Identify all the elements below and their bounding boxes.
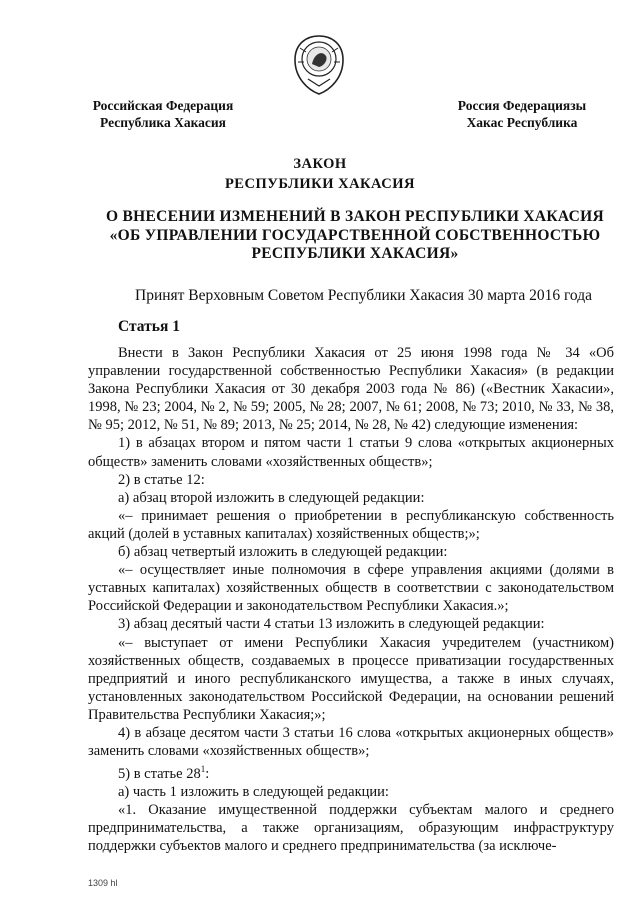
law-title: ЗАКОН bbox=[293, 156, 347, 172]
body-paragraph: б) абзац четвертый изложить в следующей редакции: bbox=[118, 544, 448, 561]
body-paragraph: а) часть 1 изложить в следующей редакции: bbox=[118, 784, 389, 801]
amendment-title bbox=[95, 208, 615, 264]
body-paragraph-article-28 bbox=[88, 760, 614, 783]
body-paragraph: «– выступает от имени Республики Хакасия учредителем (участником) хозяйственных обществ, создаваемых в процессе приватизации государственных предприятий и иного республиканского имущества, а также в иных случаях, установленных законодательством Российской Федерации, на основании решений Правительства Республики Хакасия;»; bbox=[88, 634, 614, 723]
amendment-title-line: РЕСПУБЛИКИ ХАКАСИЯ» bbox=[251, 245, 459, 262]
header-left-republic: Республика Хакасия bbox=[100, 115, 226, 130]
header-left-block bbox=[88, 97, 238, 131]
amendment-title-line: О ВНЕСЕНИИ ИЗМЕНЕНИЙ В ЗАКОН РЕСПУБЛИКИ ХАКАСИЯ bbox=[106, 208, 604, 225]
header-left-country: Российская Федерация bbox=[92, 98, 234, 113]
body-paragraph: 3) абзац десятый части 4 статьи 13 изложить в следующей редакции: bbox=[118, 616, 545, 633]
law-title-republic: РЕСПУБЛИКИ ХАКАСИЯ bbox=[224, 176, 416, 192]
body-paragraph: Внести в Закон Республики Хакасия от 25 июня 1998 года № 34 «Об управлении государственной собственностью Республики Хакасия» (в редакции Закона Республики Хакасия от 30 декабря 2003 года № 86) («Вестник Хакасии», 1998, № 23; 2004, № 2, № 59; 2005, № 28; 2007, № 61; 2008, № 73; 2010, № 33, № 38, № 95; 2012, № 51, № 89; 2013, № 25; 2014, № 28, № 42) следующие изменения: bbox=[88, 345, 614, 434]
coat-of-arms-emblem bbox=[292, 34, 346, 96]
adoption-note: Принят Верховным Советом Республики Хакасия 30 марта 2016 года bbox=[135, 287, 593, 304]
article-28-superscript: 1 bbox=[200, 764, 206, 775]
body-paragraph: 2) в статье 12: bbox=[118, 471, 205, 488]
body-paragraph: 1) в абзацах втором и пятом части 1 статьи 9 слова «открытых акционерных обществ» заменить словами «хозяйственных обществ»; bbox=[88, 435, 614, 470]
body-paragraph: «1. Оказание имущественной поддержки субъектам малого и среднего предпринимательства, а также организациям, образующим инфраструктуру поддержки субъектов малого и среднего предпринимательства (за исключе- bbox=[88, 802, 614, 855]
header-right-republic: Хакас Республика bbox=[466, 115, 578, 130]
body-paragraph: 4) в абзаце десятом части 3 статьи 16 слова «открытых акционерных обществ» заменить словами «хозяйственных обществ»; bbox=[88, 724, 614, 760]
header-right-country: Россия Федерациязы bbox=[457, 98, 587, 113]
amendment-title-line: «ОБ УПРАВЛЕНИИ ГОСУДАРСТВЕННОЙ СОБСТВЕННОСТЬЮ bbox=[109, 226, 601, 244]
body-paragraph: «– осуществляет иные полномочия в сфере управления акциями (долями в уставных капиталах) хозяйственных обществ в соответствии с законодательством Российской Федерации и законодательством Республики Хакасия.»; bbox=[88, 562, 614, 615]
article-28-colon: : bbox=[205, 765, 210, 782]
body-paragraph: а) абзац второй изложить в следующей редакции: bbox=[118, 489, 425, 506]
body-paragraph: «– принимает решения о приобретении в республиканскую собственность акций (долей в уставных капиталах) хозяйственных обществ;»; bbox=[88, 507, 614, 542]
article-28-label: 5) в статье 28 bbox=[118, 765, 201, 782]
article-body bbox=[88, 344, 614, 855]
article-heading: Статья 1 bbox=[118, 318, 180, 335]
header-right-block bbox=[448, 97, 596, 131]
footer-code: 1309 hl bbox=[88, 878, 118, 888]
